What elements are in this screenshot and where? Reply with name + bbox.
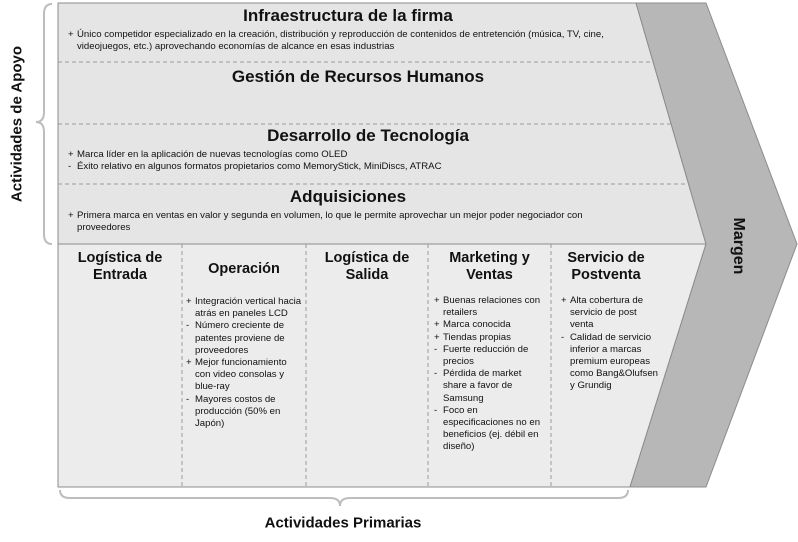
col-logistica-entrada [58, 244, 182, 487]
margin-label: Margen [730, 217, 747, 275]
logistica-salida-title: Logística de Salida [324, 250, 410, 283]
col-marketing-ventas [428, 244, 551, 487]
infra-item-1: + Único competidor especializado en la creación, distribución y reproducción de contenidos de entretención (música, TV, cine, videojuegos, etc.) aprovechando economías de alcance en esas industrias [68, 29, 604, 52]
mk-item-4: - Fuerte reducción de precios [434, 343, 529, 368]
op-item-1: + Integración vertical hacia atrás en paneles LCD [186, 296, 302, 320]
adquisiciones-title: Adquisiciones [289, 187, 407, 206]
mk-item-2: + Marca conocida [434, 319, 511, 331]
tecnologia-items [68, 149, 678, 173]
col-servicio-postventa [551, 244, 661, 487]
tech-item-2: - Éxito relativo en algunos formatos propietarios como MemoryStick, MiniDiscs, ATRAC [68, 161, 442, 172]
recursos-humanos-title: Gestión de Recursos Humanos [231, 67, 485, 86]
tecnologia-title: Desarrollo de Tecnología [267, 126, 469, 145]
srv-item-1: + Alta cobertura de servicio de post venta [561, 295, 644, 331]
row-recursos-humanos [58, 67, 658, 124]
mk-item-1: + Buenas relaciones con retailers [434, 295, 541, 319]
operacion-title: Operación [208, 261, 280, 277]
infraestructura-title: Infraestructura de la firma [243, 6, 453, 25]
mk-item-5: - Pérdida de market share a favor de Samsung [434, 368, 522, 404]
row-adquisiciones [58, 187, 638, 243]
op-item-2: - Número creciente de patentes proviene de proveedores [186, 320, 285, 356]
infraestructura-items [68, 29, 638, 53]
mk-item-6: - Foco en especificaciones no en beneficios (ej. débil en diseño) [434, 404, 541, 453]
servicio-postventa-title: Servicio de Postventa [567, 250, 645, 283]
adquisiciones-items [68, 210, 638, 234]
servicio-items [561, 295, 661, 393]
logistica-entrada-title: Logística de Entrada [77, 250, 163, 283]
row-infraestructura [58, 6, 638, 62]
support-brace [36, 4, 52, 244]
support-group-label: Actividades de Apoyo [8, 45, 26, 203]
tech-item-1: + Marca líder en la aplicación de nuevas tecnologías como OLED [68, 149, 348, 160]
col-operacion [182, 244, 306, 487]
op-item-4: - Mayores costos de producción (50% en Japón) [186, 393, 281, 430]
mk-item-3: + Tiendas propias [434, 331, 511, 343]
op-item-3: + Mejor funcionamiento con video consolas y blue-ray [186, 357, 287, 393]
srv-item-2: - Calidad de servicio inferior a marcas premium europeas como Bang&Olufsen y Grundig [561, 331, 658, 392]
marketing-ventas-title: Marketing y Ventas [449, 250, 530, 283]
row-tecnologia [58, 126, 678, 184]
primary-brace [60, 490, 628, 506]
acq-item-1: + Primera marca en ventas en valor y segunda en volumen, lo que le permite aprovechar un mejor poder negociador con proveedores [68, 210, 583, 233]
primary-group-label: Actividades Primarias [264, 514, 422, 532]
col-logistica-salida [306, 244, 428, 487]
marketing-items [434, 295, 547, 454]
operacion-items [186, 296, 304, 430]
